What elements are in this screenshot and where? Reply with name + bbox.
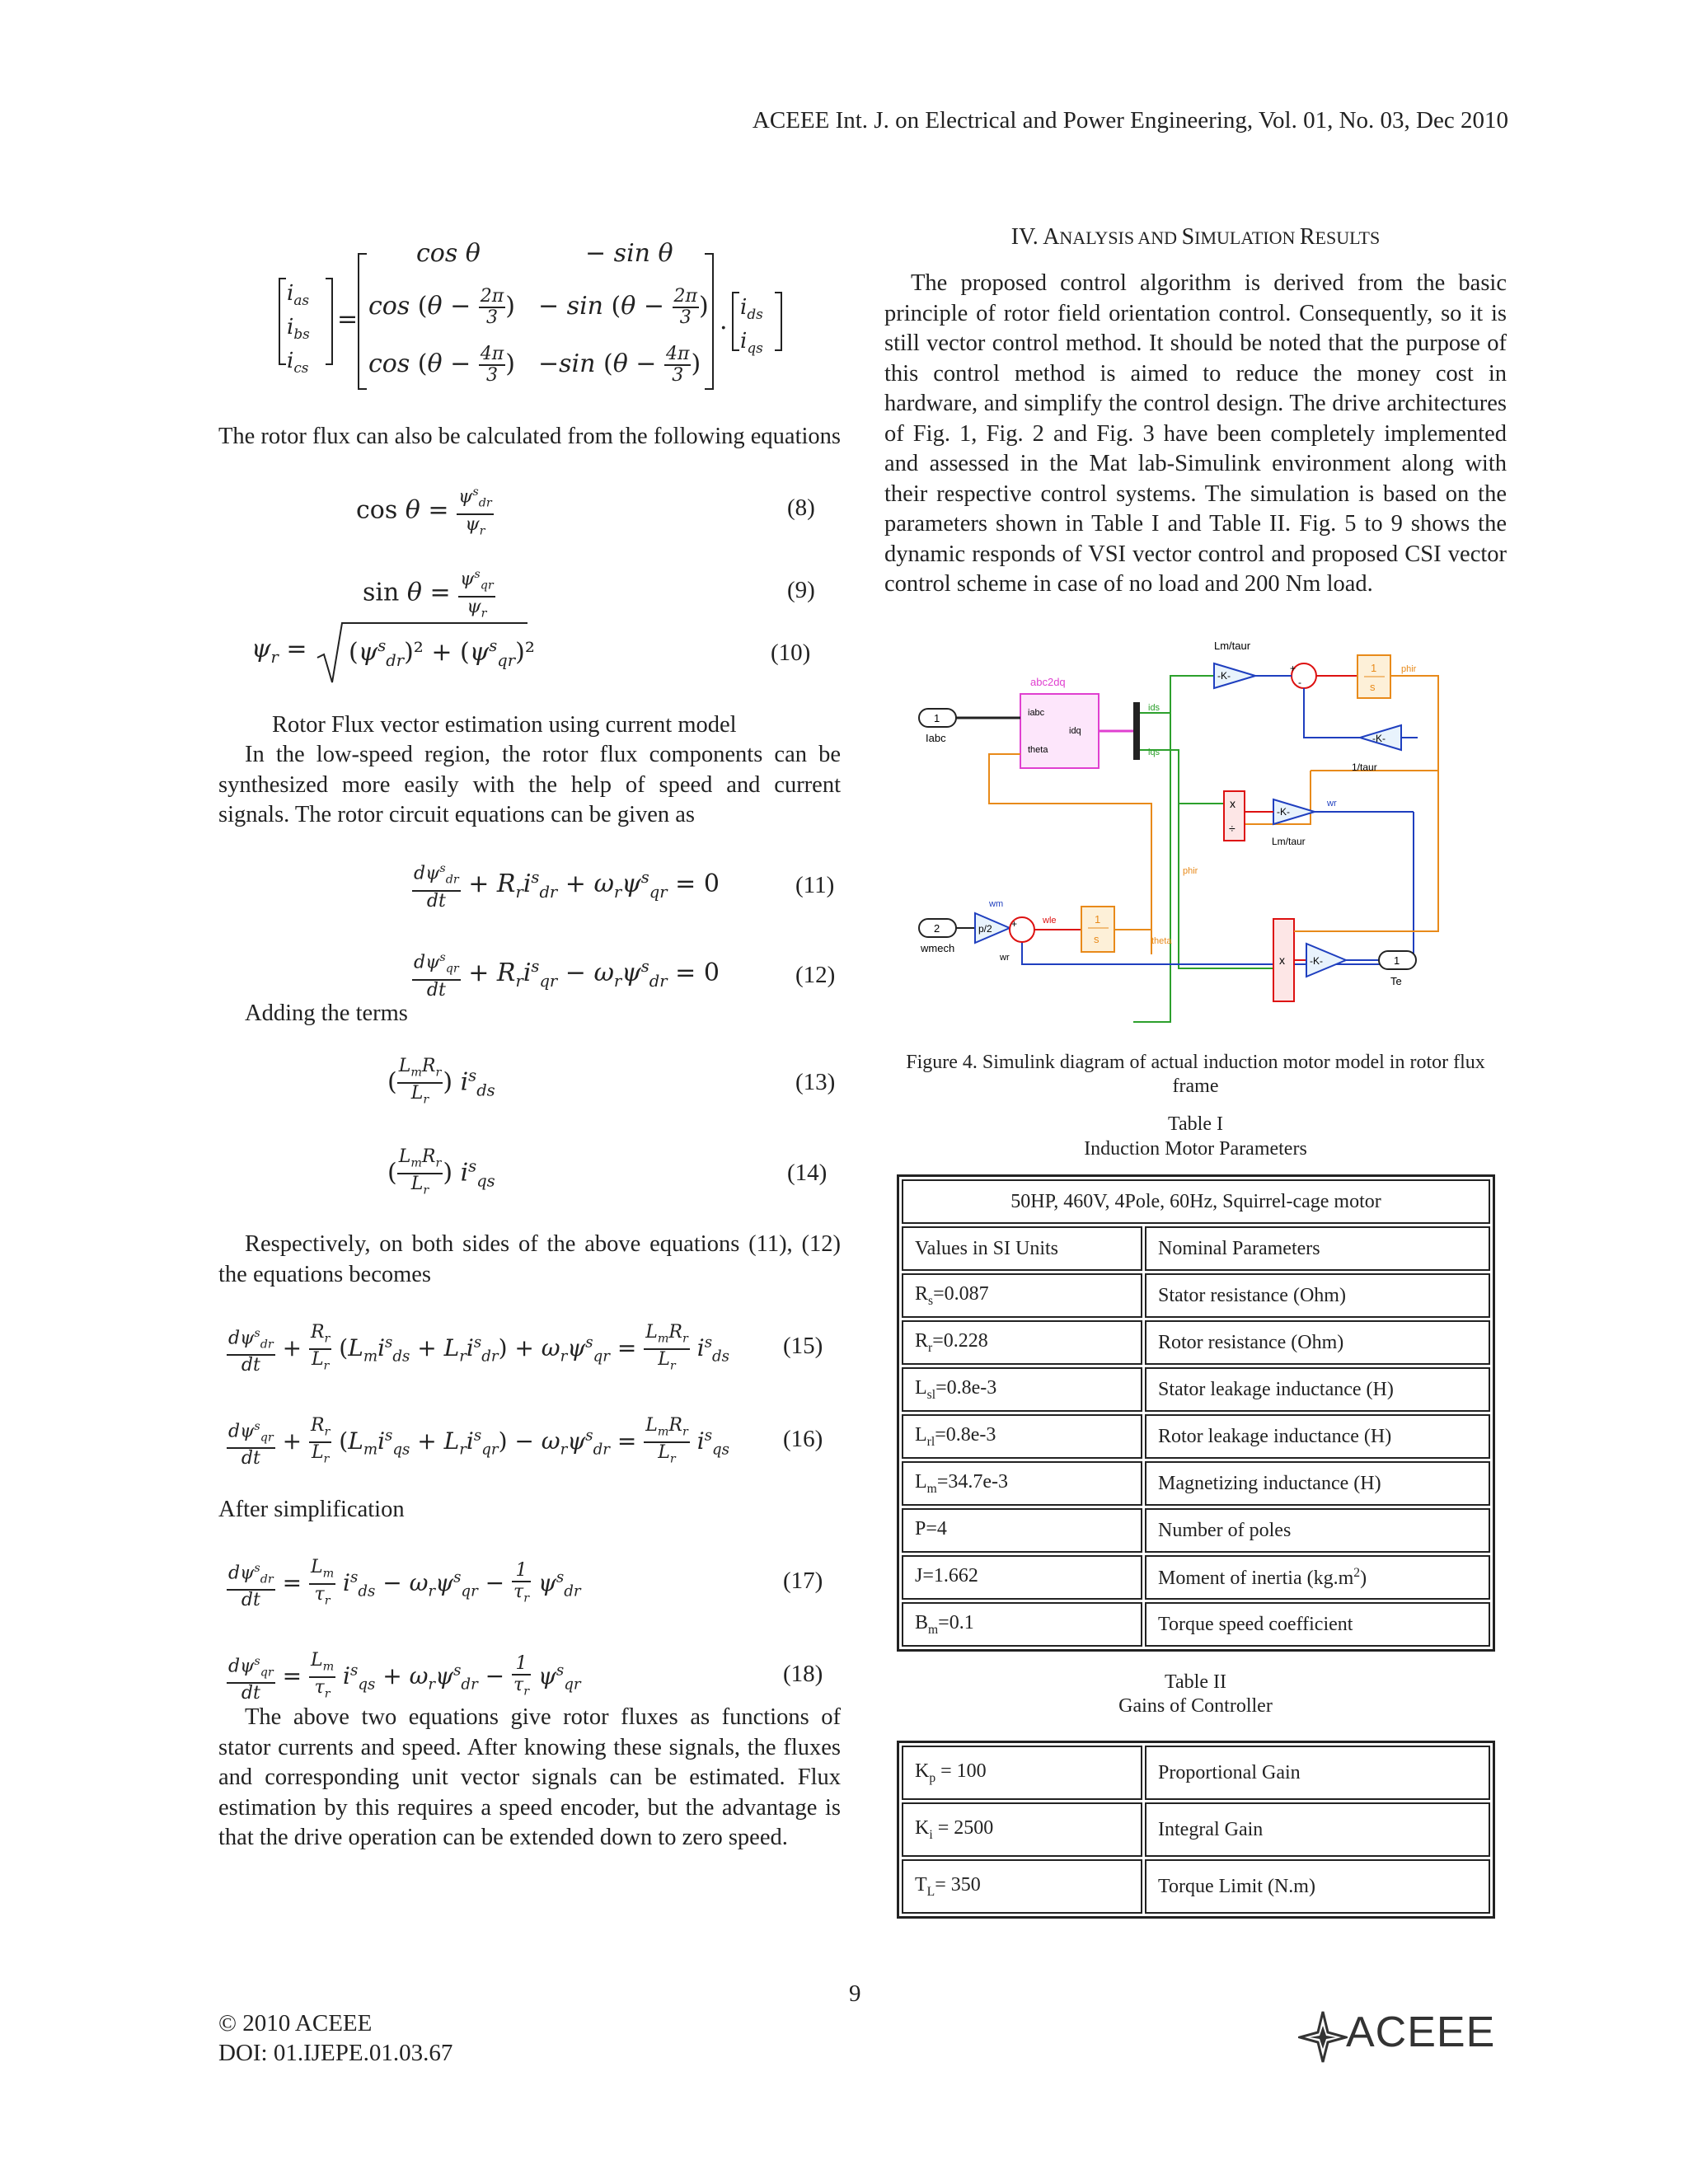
table2-title: Table II — [1165, 1671, 1226, 1693]
sum-top-minus: - — [1298, 677, 1301, 688]
gain-bottom: -K- — [1310, 955, 1323, 967]
respectively-paragraph: Respectively, on both sides of the above equations (11), (12) the equations becomes — [218, 1231, 841, 1287]
low-speed-paragraph: In the low-speed region, the rotor flux components can be synthesized more easily with the help of speed and current signals. The rotor circuit equations can be given as — [218, 742, 841, 827]
integrator-top-den: s — [1370, 681, 1376, 693]
table2-subtitle: Gains of Controller — [1118, 1695, 1273, 1717]
table-row: $K_p = 100$ Proportional Gain — [902, 1746, 1490, 1800]
integrator-bottom-den: s — [1094, 933, 1100, 945]
table-row: $R_s=0.087$ Stator resistance (Ohm) — [902, 1273, 1490, 1318]
rotor-flux-intro: The rotor flux can also be calculated from the following equations — [218, 424, 841, 449]
integrator-bottom-num: 1 — [1095, 913, 1101, 926]
simulink-diagram — [886, 635, 1504, 1047]
aceee-star-icon — [1298, 2008, 1348, 2065]
wr-label-bottom: wr — [1000, 953, 1010, 963]
equation-18: $\frac{d\psi^s_{qr}}{dt}$ = $\frac{L_m}{\tau_r}$ $i^s_{qs} + \omega_r\psi^s_{dr}$ − $\frac{1}{\tau_r}$ $\psi^s_{qr}$ — [228, 1650, 581, 1704]
equation-11: $\frac{d\psi^s_{dr}}{dt}$ + $R_ri^s_{dr} + \omega_r\psi^s_{qr} = 0$ — [412, 859, 720, 912]
eq15-number: (15) — [783, 1333, 823, 1359]
table1-header: 50HP, 460V, 4Pole, 60Hz, Squirrel-cage motor — [902, 1179, 1490, 1224]
eq17-number: (17) — [783, 1568, 823, 1594]
journal-header: ACEEE Int. J. on Electrical and Power Engineering, Vol. 01, No. 03, Dec 2010 — [752, 107, 1508, 134]
table-row: $L_{sl}=0.8e-3$ Stator leakage inductance (H) — [902, 1367, 1490, 1412]
inport2-number: 2 — [934, 922, 940, 935]
footer-copyright: © 2010 ACEEE — [218, 2010, 373, 2036]
equation-12: $\frac{d\psi^s_{qr}}{dt}$ + $R_ri^s_{qr} - \omega_r\psi^s_{dr} = 0$ — [412, 948, 720, 1001]
gain-mid: -K- — [1277, 806, 1290, 818]
equation-14: ( $\frac{L_mR_r}{L_r}$ ) $i^s_{qs}$ — [387, 1146, 495, 1197]
abc2dq-label: abc2dq — [1030, 676, 1066, 688]
table1 — [897, 1174, 1495, 1652]
table-row: $T_L= 350$ Torque Limit (N.m) — [902, 1859, 1490, 1914]
table-row: J=1.662 Moment of inertia $(kg.m^2)$ — [902, 1555, 1490, 1600]
wm-label: wm — [989, 899, 1004, 909]
outport-name: Te — [1390, 975, 1402, 987]
wr-label-mid: wr — [1327, 799, 1337, 808]
adding-terms: Adding the terms — [245, 1001, 408, 1026]
gain-feedback: -K- — [1372, 733, 1386, 744]
inport1-name: Iabc — [926, 732, 946, 744]
lm-taur-top: Lm/taur — [1214, 640, 1251, 652]
lm-taur-mid: Lm/taur — [1272, 836, 1306, 847]
figure-caption: Figure 4. Simulink diagram of actual induction motor model in rotor flux frame — [906, 1052, 1485, 1097]
inport1-number: 1 — [934, 712, 940, 724]
table1-title: Table I — [1168, 1113, 1223, 1135]
table-row: P=4 Number of poles — [902, 1508, 1490, 1553]
phir-label-top: phir — [1401, 664, 1417, 674]
closing-paragraph: The above two equations give rotor fluxes as functions of stator currents and speed. After knowing these signals, the fluxes and corresponding unit vector signals can be estimated. Flux estimation by this requires a speed encoder, but the advantage is that the drive operation can be extended down to zero speed. — [218, 1704, 841, 1850]
table-row: $L_m=34.7e-3$ Magnetizing inductance (H) — [902, 1461, 1490, 1506]
gain-top: -K- — [1217, 670, 1231, 682]
table1-col1: Values in SI Units — [902, 1226, 1142, 1271]
eq18-number: (18) — [783, 1661, 823, 1687]
iqs-label: iqs — [1148, 748, 1160, 757]
ids-label: ids — [1148, 703, 1160, 713]
subheading-current-model: Rotor Flux vector estimation using current model — [272, 712, 737, 738]
theta-port: theta — [1028, 745, 1048, 755]
equation-13: ( $\frac{L_mR_r}{L_r}$ ) $i^s_{ds}$ — [387, 1056, 495, 1107]
eq12-number: (12) — [795, 962, 836, 988]
iabc-port: iabc — [1028, 708, 1045, 718]
table2 — [897, 1741, 1495, 1919]
equation-17: $\frac{d\psi^s_{dr}}{dt}$ = $\frac{L_m}{\tau_r}$ $i^s_{ds} - \omega_r\psi^s_{qr}$ − $\frac{1}{\tau_r}$ $\psi^s_{dr}$ — [228, 1557, 581, 1611]
eq8-number: (8) — [787, 494, 815, 521]
theta-label: theta — [1151, 936, 1172, 946]
aceee-logo-text: ACEEE — [1346, 2008, 1496, 2056]
section-paragraph: The proposed control algorithm is derived from the basic principle of rotor field orientation control. Consequently, so it is still vector control method. It should be noted that the purpose of this control method is aimed to reduce the money cost in hardware, and simplify the control design. The drive architectures of Fig. 1, Fig. 2 and Fig. 3 have been completely implemented and assessed in the Mat lab-Simulink environment along with their respective control systems. The simulation is based on the parameters shown in Table I and Table II. Fig. 5 to 9 shows the dynamic responds of VSI vector control and proposed CSI vector control scheme in case of no load and 200 Nm load. — [884, 270, 1507, 597]
phir-label-left: phir — [1183, 866, 1198, 876]
eq10-number: (10) — [771, 640, 811, 666]
eq16-number: (16) — [783, 1426, 823, 1452]
inport2-name: wmech — [921, 942, 955, 954]
equation-9: sin θ = $\frac{\psi^s_{qr}}{\psi_r}$ — [363, 565, 495, 623]
sum-top-plus: + — [1290, 663, 1296, 674]
div-symbol-mid: ÷ — [1229, 822, 1236, 835]
wle-label: wle — [1043, 916, 1057, 926]
table1-col2: Nominal Parameters — [1145, 1226, 1490, 1271]
eq14-number: (14) — [787, 1160, 828, 1186]
section-heading: IV. ANALYSIS AND SIMULATION RESULTS — [1010, 224, 1381, 250]
table-row: $L_{rl}=0.8e-3$ Rotor leakage inductance (H) — [902, 1414, 1490, 1459]
table-row: $K_i = 2500$ Integral Gain — [902, 1802, 1490, 1857]
mult-symbol-mid: x — [1230, 797, 1236, 810]
after-simplification: After simplification — [218, 1497, 405, 1522]
equation-8: cos θ = $\frac{\psi^s_{dr}}{\psi_r}$ — [356, 482, 494, 541]
outport-number: 1 — [1394, 954, 1400, 967]
table-row: $B_m=0.1$ Torque speed coefficient — [902, 1602, 1490, 1647]
aceee-logo — [1298, 2003, 1512, 2069]
integrator-top-num: 1 — [1371, 662, 1377, 674]
footer-doi: DOI: 01.IJEPE.01.03.67 — [218, 2040, 453, 2066]
idq-port: idq — [1069, 726, 1081, 736]
table-row: $R_r=0.228$ Rotor resistance (Ohm) — [902, 1320, 1490, 1365]
one-over-taur: 1/taur — [1352, 762, 1377, 773]
matrix-equation: $i_{as}$ $i_{bs}$ $i_{cs}$ = cos θ − sin θ cos (θ − $\frac{2\pi}{3}$ ) − sin (θ − $\frac{2\pi}{3}$ ) cos (θ − $\frac{4\pi}{3}$ ) −sin (θ − $\frac{4\pi}{3}$ ) . $i_{ds}$ $i_{qs}$ — [276, 239, 787, 404]
page-number: 9 — [849, 1980, 861, 2007]
eq11-number: (11) — [795, 872, 835, 898]
equation-10: $\psi_r$ = $(\psi^s_{dr})^2 + (\psi^s_{qr})^2$ — [251, 618, 532, 684]
equation-16: $\frac{d\psi^s_{qr}}{dt}$ + $\frac{R_r}{L_r}$ $(L_mi^s_{qs} + L_ri^s_{qr}) - \omega_r\psi^s_{dr}$ = $\frac{L_mR_r}{L_r}$ $i^s_{qs}$ — [228, 1415, 730, 1469]
mult-symbol-bottom: x — [1279, 954, 1285, 967]
eq9-number: (9) — [787, 577, 815, 603]
table1-subtitle: Induction Motor Parameters — [1084, 1138, 1307, 1160]
eq13-number: (13) — [795, 1069, 836, 1095]
sum-bottom-plus: + — [1011, 918, 1018, 930]
equation-15: $\frac{d\psi^s_{dr}}{dt}$ + $\frac{R_r}{L_r}$ $(L_mi^s_{ds} + L_ri^s_{dr}) + \omega_r\psi^s_{qr}$ = $\frac{L_mR_r}{L_r}$ $i^s_{ds}$ — [228, 1322, 730, 1376]
p2-gain: p/2 — [978, 923, 992, 935]
